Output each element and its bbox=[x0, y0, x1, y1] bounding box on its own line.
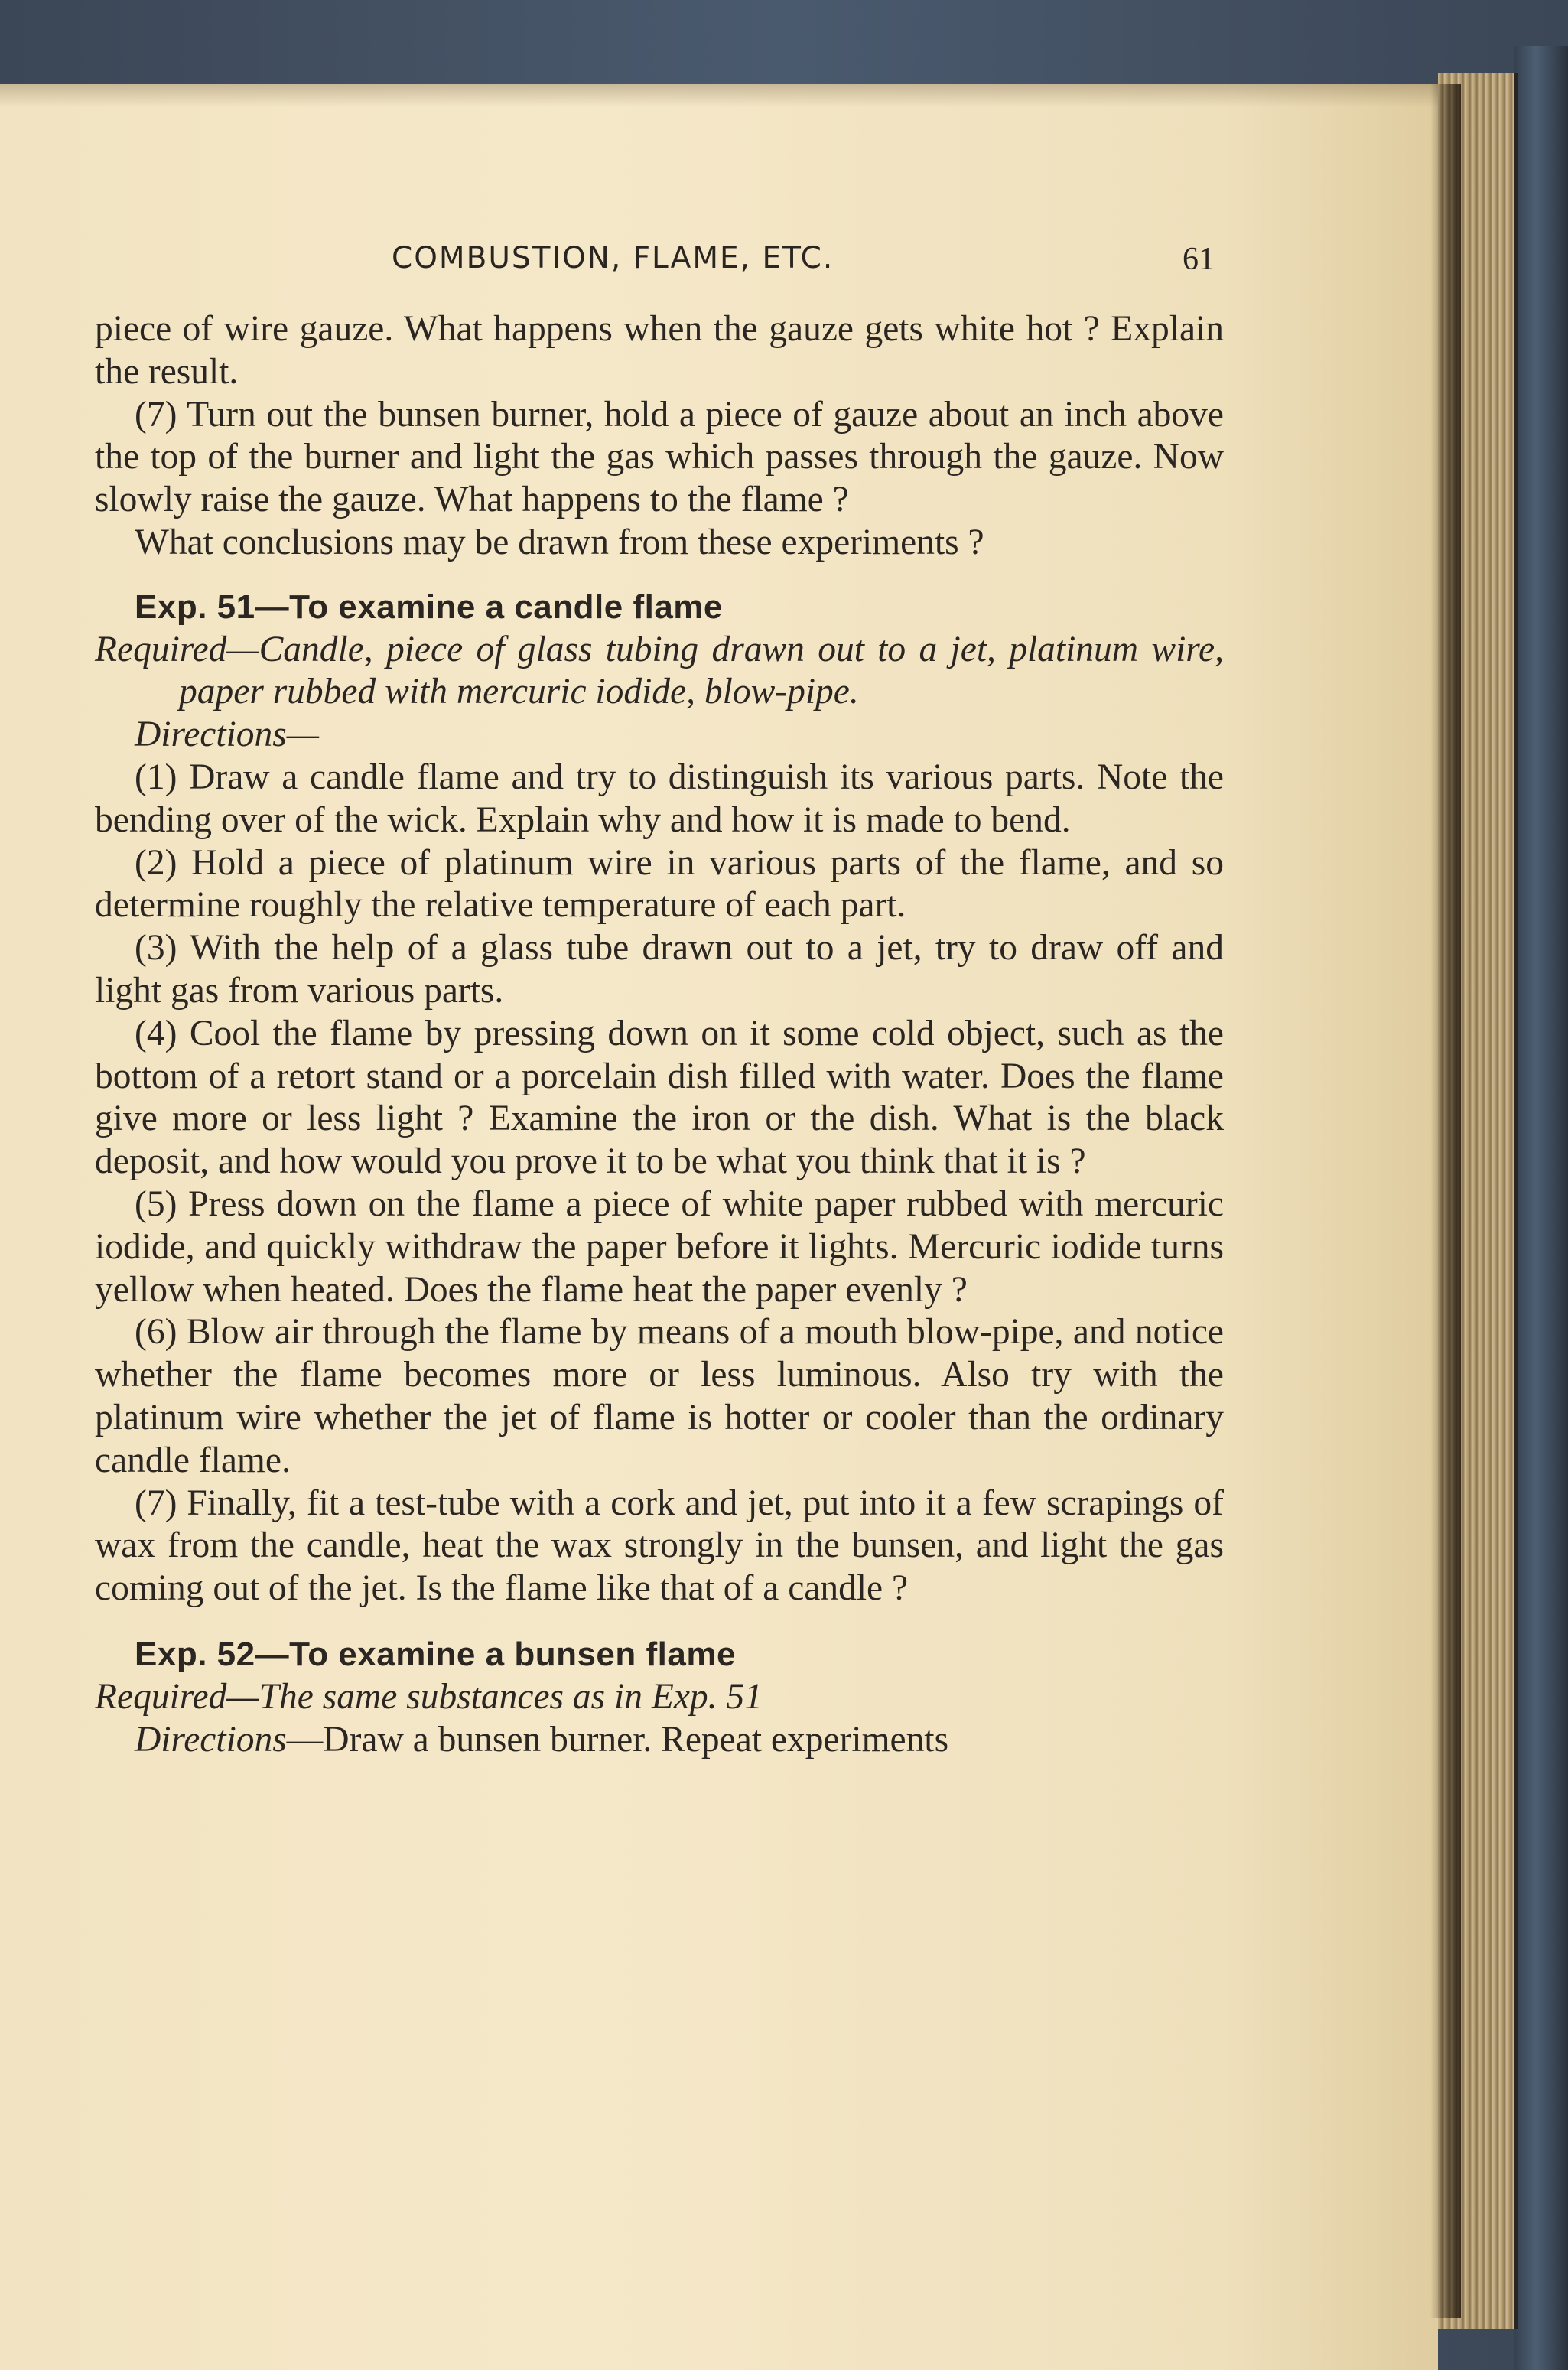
paragraph: piece of wire gauze. What happens when the gauze gets white hot ? Explain the result. bbox=[95, 309, 1224, 392]
page-top-shade bbox=[0, 84, 1438, 107]
exp51-required-text: Required—Candle, piece of glass tubing drawn out to a jet, platinum wire, paper rubbed with mercuric iodide, blow-pipe. bbox=[95, 629, 1224, 712]
exp51-directions-label: Directions— bbox=[135, 715, 320, 755]
page-gutter-shadow bbox=[1430, 84, 1461, 2318]
cover-edge bbox=[1514, 46, 1568, 2370]
paragraph: What conclusions may be drawn from these experiments ? bbox=[135, 522, 984, 562]
spacer bbox=[95, 565, 1224, 586]
book-page bbox=[0, 84, 1438, 2370]
spacer bbox=[95, 1610, 1224, 1633]
running-title: COMBUSTION, FLAME, ETC. bbox=[392, 241, 834, 275]
page-number: 61 bbox=[1183, 242, 1215, 277]
exp52-directions-label: Directions bbox=[135, 1719, 287, 1760]
exp51-step-7: (7) Finally, fit a test-tube with a cork and jet, put into it a few scrapings of wax from the candle, heat the wax strongly in the bunsen, and light the gas coming out of the jet. Is the flame like that of a candle ? bbox=[95, 1483, 1224, 1609]
running-head bbox=[0, 241, 1438, 302]
exp52-required: Required—The same substances as in Exp. 51 bbox=[95, 1676, 763, 1717]
body-text bbox=[95, 308, 1224, 1761]
exp51-required bbox=[95, 629, 1224, 715]
exp51-step-5: (5) Press down on the flame a piece of white paper rubbed with mercuric iodide, and quickly withdraw the paper before it lights. Mercuric iodide turns yellow when heated. Does the flame heat the paper evenly ? bbox=[95, 1183, 1224, 1310]
exp51-step-6: (6) Blow air through the flame by means of a mouth blow-pipe, and notice whether the flame becomes more or less luminous. Also try with the platinum wire whether the jet of flame is hotter or cooler than the ordinary candle flame. bbox=[95, 1312, 1224, 1480]
exp51-step-4: (4) Cool the flame by pressing down on it some cold object, such as the bottom of a retort stand or a porcelain dish filled with water. Does the flame give more or less light ? Examine the iron or the dish. What is the black deposit, and how would you prove it to be what you think that it is ? bbox=[95, 1013, 1224, 1182]
exp52-heading: Exp. 52—To examine a bunsen flame bbox=[135, 1635, 736, 1673]
exp51-step-1: (1) Draw a candle flame and try to distinguish its various parts. Note the bending over of the wick. Explain why and how it is made to bend. bbox=[95, 757, 1224, 840]
exp51-heading: Exp. 51—To examine a candle flame bbox=[135, 588, 723, 626]
exp52-directions bbox=[95, 1719, 1224, 1762]
exp52-directions-text: —Draw a bunsen burner. Repeat experiments bbox=[286, 1719, 949, 1760]
exp51-step-2: (2) Hold a piece of platinum wire in various parts of the flame, and so determine roughly the relative temperature of each part. bbox=[95, 842, 1224, 926]
exp51-step-3: (3) With the help of a glass tube drawn out to a jet, try to draw off and light gas from various parts. bbox=[95, 928, 1224, 1011]
paragraph: (7) Turn out the bunsen burner, hold a piece of gauze about an inch above the top of the burner and light the gas which passes through the gauze. Now slowly raise the gauze. What happens to the flame ? bbox=[95, 394, 1224, 520]
